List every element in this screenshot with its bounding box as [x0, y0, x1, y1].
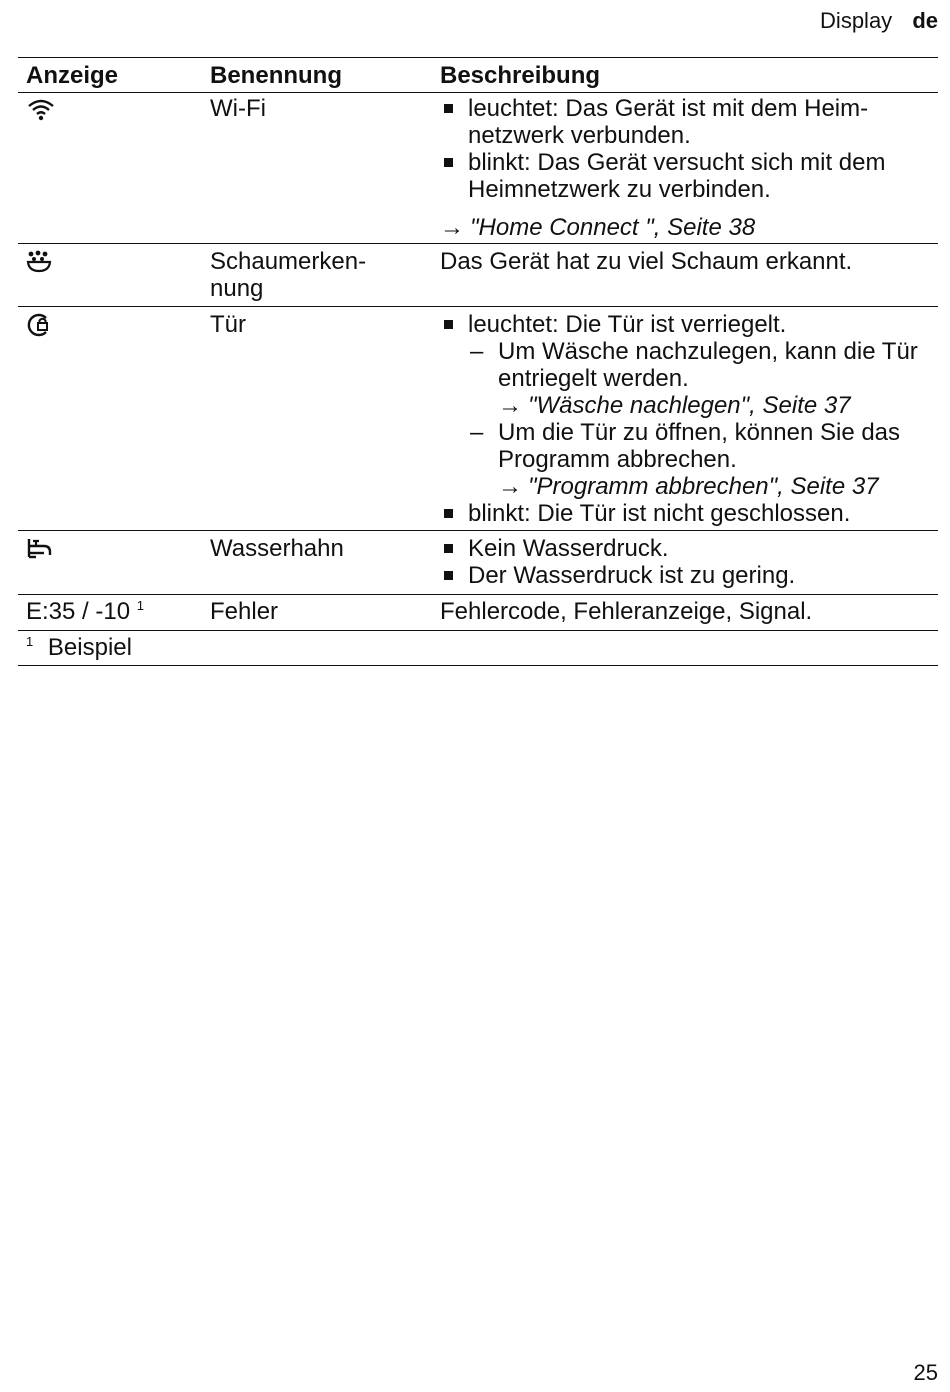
- sub-item: – Um Wäsche nachzulegen, kann die Tür entriegelt werden.: [440, 338, 938, 392]
- error-description: Fehlercode, Fehleranzeige, Signal.: [440, 598, 813, 625]
- column-header-benennung: Benennung: [210, 62, 342, 89]
- table-row-foam: [18, 243, 938, 306]
- footnote-text: Beispiel: [47, 634, 132, 661]
- arrow-icon: →: [498, 392, 522, 419]
- door-lock-icon: [26, 313, 52, 337]
- cross-reference: [440, 214, 938, 241]
- list-item: blinkt: Die Tür ist nicht geschlossen.: [440, 500, 938, 527]
- table-footnote: [18, 630, 938, 666]
- table-header-row: [18, 57, 938, 92]
- error-name: Fehler: [210, 598, 279, 625]
- water-tap-icon: [26, 537, 54, 561]
- wifi-icon: [26, 97, 56, 123]
- sub-item: – Um die Tür zu öffnen, können Sie das Programm abbrechen.: [440, 419, 938, 473]
- arrow-icon: →: [498, 473, 522, 500]
- list-item: Kein Wasserdruck.: [440, 535, 938, 562]
- display-table: [18, 57, 938, 666]
- table-row-wifi: [18, 92, 938, 243]
- section-title: Display: [820, 8, 893, 33]
- table-row-water-tap: [18, 530, 938, 594]
- foam-description: Das Gerät hat zu viel Schaum erkannt.: [440, 248, 853, 275]
- error-code-text: E:35 / -10: [26, 598, 131, 625]
- reference-text: "Wäsche nachlegen", Seite 37: [528, 392, 851, 419]
- reference-text: "Programm abbrechen", Seite 37: [528, 473, 879, 500]
- error-code-display: [26, 598, 144, 625]
- door-description: [440, 311, 938, 527]
- water-tap-name: Wasserhahn: [210, 535, 344, 562]
- reference-text: "Home Connect ", Seite 38: [470, 214, 756, 241]
- list-item: Der Wasserdruck ist zu gering.: [440, 562, 938, 589]
- foam-icon: [26, 250, 52, 274]
- cross-reference: [440, 392, 938, 419]
- footnote-ref: 1: [136, 598, 144, 613]
- wifi-name: Wi-Fi: [210, 95, 266, 122]
- table-row-error: [18, 594, 938, 630]
- page-number: 25: [913, 1360, 938, 1385]
- table-row-door: [18, 306, 938, 530]
- language-code: de: [912, 8, 938, 33]
- wifi-description: [440, 95, 938, 241]
- footnote: [26, 634, 132, 661]
- cross-reference: [440, 473, 938, 500]
- foam-name: Schaumerkennung: [210, 248, 367, 302]
- column-header-anzeige: Anzeige: [26, 62, 119, 89]
- arrow-icon: →: [440, 214, 464, 241]
- running-header: [820, 8, 938, 34]
- list-item: leuchtet: Die Tür ist verriegelt.: [440, 311, 938, 338]
- list-item: leuchtet: Das Gerät ist mit dem Heimnetzwerk verbunden.: [440, 95, 938, 149]
- footnote-mark: 1: [26, 634, 34, 649]
- list-item: blinkt: Das Gerät versucht sich mit dem Heimnetzwerk zu verbinden.: [440, 149, 938, 203]
- water-tap-description: [440, 535, 938, 589]
- door-name: Tür: [210, 311, 246, 338]
- column-header-beschreibung: Beschreibung: [440, 62, 601, 89]
